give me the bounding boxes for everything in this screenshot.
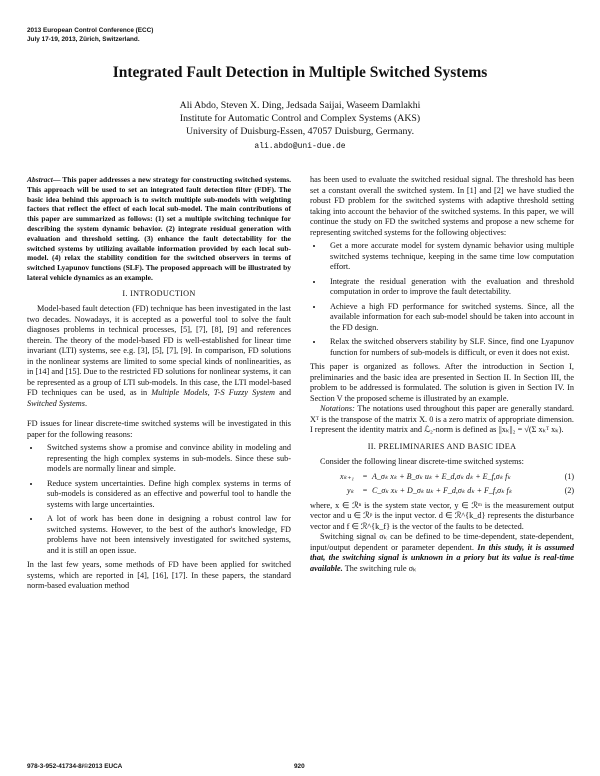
intro-paragraph-3: In the last few years, some methods of FD have been applied for switched systems, which are reported in [4], [16], [17]. In these papers, the standard norm-based evaluation method [27,560,291,591]
list-item: • A lot of work has been done in designing a robust control law for switched systems. However, to the best of the author's knowledge, FD problems have not been intensively investigated for switched systems, and it is still an open issue. [41,514,291,556]
footer-isbn: 978-3-952-41734-8/©2013 EUCA [27,763,123,770]
prelim-paragraph: Consider the following linear discrete-time switched systems: [320,457,524,466]
intro-paragraph-2: FD issues for linear discrete-time switched systems will be investigated in this paper for the following reasons: [27,419,291,439]
right-paragraph-1: has been used to evaluate the switched residual signal. The threshold has been set a constant overall the switched system. In [1] and [2] we have studied the robust FD problem for the switched systems with adaptive threshold setting taking into account the behavior of the switched systems. In this paper, we will continue the study on FD the switched systems and propose a new scheme for representing switched systems for the following objectives: [310,175,574,237]
section-heading-prelim: II. PRELIMINARIES AND BASIC IDEA [367,441,517,451]
organization-paragraph: This paper is organized as follows. After the introduction in Section I, preliminaries and the basic idea are presented in Section II. In Section III, the problem to be addressed is formulated. The solution is given in Section IV. In Section V the proposed scheme is illustrated by an example. [310,362,574,403]
notations-paragraph: Notations: The notations used throughout this paper are generally standard. Xᵀ is the transpose of the matrix X. 0 is a zero matrix of appropriate dimension. I represent the identity matrix and ℒ₂-norm is defined as ||xₖ||₂ = √(Σ xₖᵀ xₖ). [310,404,574,434]
authors: Ali Abdo, Steven X. Ding, Jedsada Saijai, Waseem Damlakhi [179,100,421,111]
university: University of Duisburg-Essen, 47057 Duisburg, Germany. [185,126,415,137]
section-heading-intro: I. INTRODUCTION [122,288,196,298]
right-column [310,175,574,574]
list-item: • Get a more accurate model for system dynamic behavior using multiple switched systems technique, keeping in the same time low computation effort. [324,241,574,273]
reasons-list [27,443,291,556]
abstract [27,175,291,283]
equation-2: yₖ = C_σₖ xₖ + D_σₖ uₖ + F_d,σₖ dₖ + F_f,σₖ fₖ (2) [347,486,574,495]
notations-label: Notations: [320,404,355,413]
list-item: • Relax the switched observers stability by SLF. Since, find one Lyapunov function for numbers of sub-models is difficult, or even it does not exist. [324,337,574,358]
list-item: • Achieve a high FD performance for switched systems. Since, all the available information for each sub-model should be taken into account in the FD design. [324,302,574,334]
objectives-list [310,241,574,358]
list-item: • Integrate the residual generation with the evaluation and threshold computation in order to improve the fault detectability. [324,277,574,298]
list-item: • Reduce system uncertainties. Define high complex systems in terms of sub-models is considered as an effective and powerful tool to handle the systems with large uncertainties. [41,479,291,511]
paper-title: Integrated Fault Detection in Multiple Switched Systems [112,64,488,81]
page-number: 920 [294,763,305,770]
institute: Institute for Automatic Control and Complex Systems (AKS) [179,113,421,124]
email[interactable]: ali.abdo@uni-due.de [254,142,346,151]
switching-paragraph: Switching signal σₖ can be defined to be time-dependent, state-dependent, input/output dependent or parameter dependent. In this study, it is assumed that, the switching signal is unknown in a priory but its value is real-time available. The switching rule σₖ [310,532,574,573]
abstract-label: Abstract [27,175,53,184]
conference-dates: July 17-19, 2013, Zürich, Switzerland. [27,35,140,43]
list-item: • Switched systems show a promise and convince ability in modeling and representing the high complex systems in sub-models. Since these sub-models are normally linear and simple. [41,443,291,475]
conference-name: 2013 European Control Conference (ECC) [27,27,154,34]
conference-header [27,27,153,44]
equation-1: xₖ₊₁ = A_σₖ xₖ + B_σₖ uₖ + E_d,σₖ dₖ + E_f,σₖ fₖ (1) [340,471,574,481]
where-paragraph: where, x ∈ ℛⁿ is the system state vector, y ∈ ℛᵐ is the measurement output vector and u ∈ ℛᵖ is the input vector. d ∈ ℛ^{k_d} represents the disturbance vector and f ∈ ℛ^{k_f} is the vector of the faults to be detected. [310,500,574,531]
intro-paragraph-1: Model-based fault detection (FD) technique has been investigated in the last two decades. Nowadays, it is accepted as a powerful tool to solve the fault diagnoses problems in technical processes, [5], [7], [8], [9] and references therein. The theory of the model-based FD is well-established for linear time invariant (LTI) systems, see e.g. [3], [5], [7], [9]. In comparison, FD solutions in the nonlinear systems are limited to some special kinds of nonlinearities, as in [14] and [15]. Due to the restricted FD solutions for nonlinear systems, it can be represented as a group of LTI sub-models. In this case, the LTI model-based FD techniques can be used, as in Multiple Models, T-S Fuzzy System and Switched Systems. [27,304,292,408]
abstract-text: — This paper addresses a new strategy for constructing switched systems. This approach will be used to set an integrated fault detection filter (FDF). The basic idea behind this approach is to switch multiple sub-models with weighting factors that reflect the effect of each local sub-model. The main contributions of this paper are summarized as follows: (1) set a multiple switching technique for describing the system dynamic behavior. (2) integrate residual generation with evaluation and threshold setting. (3) enhance the fault detectability for the switched systems by utilizing available information provided by each local sub-model. (4) relax the stability condition for the switched observers in terms of switched Lyapunov functions (SLF). The proposed approach will be illustrated by lateral vehicle dynamics as an example. [27,175,291,282]
left-column [27,175,291,592]
